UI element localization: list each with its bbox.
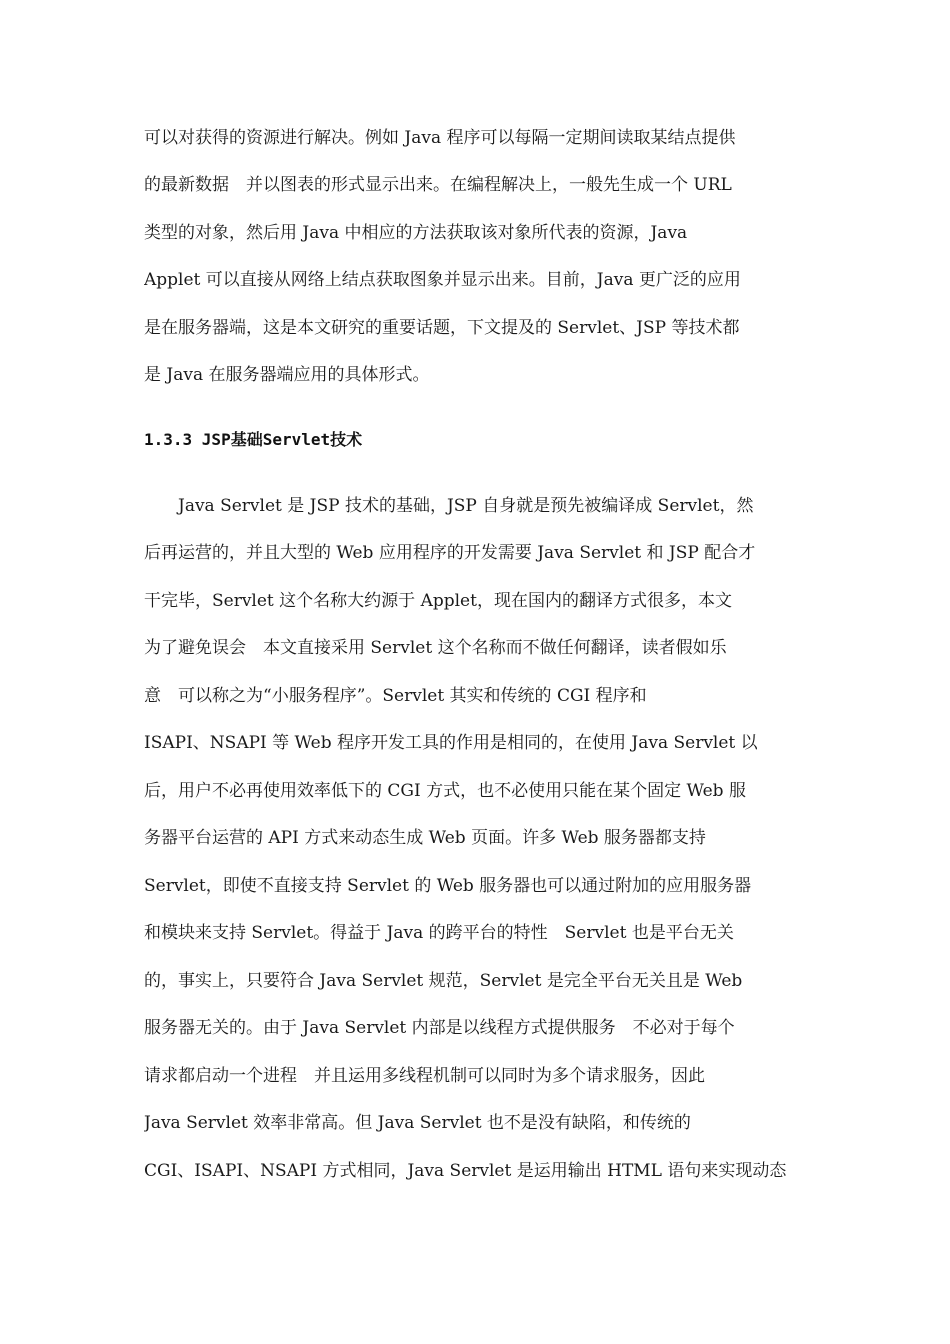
paragraph1-line-6: 是 Java 在服务器端应用的具体形式。: [144, 365, 430, 385]
section-heading: 1.3.3 JSP基础Servlet技术: [144, 430, 363, 449]
paragraph2-line-15: CGI、ISAPI、NSAPI 方式相同，Java Servlet 是运用输出 HTML 语句来实现动态: [144, 1161, 787, 1181]
paragraph2-line-2: 后再运营的，并且大型的 Web 应用程序的开发需要 Java Servlet 和 JSP 配合才: [144, 543, 756, 563]
paragraph2-line-4: 为了避免误会 本文直接采用 Servlet 这个名称而不做任何翻译，读者假如乐: [144, 638, 727, 658]
paragraph2-line-9: Servlet，即使不直接支持 Servlet 的 Web 服务器也可以通过附加的应用服务器: [144, 876, 752, 896]
paragraph2-line-3: 干完毕，Servlet 这个名称大约源于 Applet，现在国内的翻译方式很多，本文: [144, 591, 732, 611]
paragraph2-line-13: 请求都启动一个进程 并且运用多线程机制可以同时为多个请求服务，因此: [144, 1066, 705, 1086]
paragraph1-line-4: Applet 可以直接从网络上结点获取图象并显示出来。目前，Java 更广泛的应用: [144, 270, 741, 290]
paragraph2-line-8: 务器平台运营的 API 方式来动态生成 Web 页面。许多 Web 服务器都支持: [144, 828, 706, 848]
paragraph2-line-6: ISAPI、NSAPI 等 Web 程序开发工具的作用是相同的，在使用 Java Servlet 以: [144, 733, 758, 753]
paragraph2-line-5: 意 可以称之为“小服务程序”。Servlet 其实和传统的 CGI 程序和: [144, 686, 647, 706]
paragraph1-line-1: 可以对获得的资源进行解决。例如 Java 程序可以每隔一定期间读取某结点提供: [144, 128, 736, 148]
paragraph2-line-14: Java Servlet 效率非常高。但 Java Servlet 也不是没有缺陷，和传统的: [144, 1113, 691, 1133]
paragraph2-line-11: 的，事实上，只要符合 Java Servlet 规范，Servlet 是完全平台无关且是 Web: [144, 971, 743, 991]
paragraph1-line-2: 的最新数据 并以图表的形式显示出来。在编程解决上，一般先生成一个 URL: [144, 175, 732, 195]
paragraph2-line-7: 后，用户不必再使用效率低下的 CGI 方式，也不必使用只能在某个固定 Web 服: [144, 781, 746, 801]
paragraph2-line-1: Java Servlet 是 JSP 技术的基础，JSP 自身就是预先被编译成 Servlet，然: [144, 496, 754, 516]
paragraph2-line-10: 和模块来支持 Servlet。得益于 Java 的跨平台的特性 Servlet 也是平台无关: [144, 923, 734, 943]
paragraph2-line-12: 服务器无关的。由于 Java Servlet 内部是以线程方式提供服务 不必对于每个: [144, 1018, 735, 1038]
paragraph1-line-3: 类型的对象，然后用 Java 中相应的方法获取该对象所代表的资源，Java: [144, 223, 688, 243]
paragraph1-line-5: 是在服务器端，这是本文研究的重要话题，下文提及的 Servlet、JSP 等技术都: [144, 318, 740, 338]
